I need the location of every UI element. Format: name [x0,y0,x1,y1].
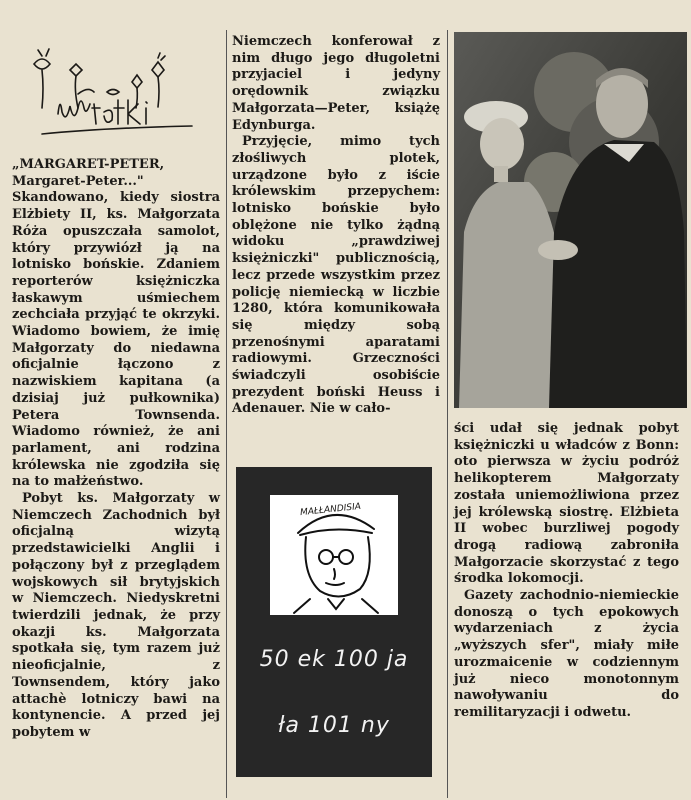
column2-paragraph: Przyjęcie, mimo tych złośliwych plotek, urządzone było z iście królewskim przepychem: lotnisko bońskie było oblężone nie tylko żądną widoku „prawdziwej księżniczki" publicznością, lecz przede wszystkim przez policję niemiecką w liczbie 1280, która komunikowała się między sobą przenośnymi aparatami radiowymi. Grzeczności świadczyli osobiście prezydent boński Heuss i Adenauer. Nie w cało- [232,134,440,417]
cartoon-caption-line1: 50 ek 100 ja [259,647,409,672]
hat-lettering: MAŁŁANDISIA [299,501,362,519]
column1-paragraph: „MARGARET-PETER, Margaret-Peter..." Skandowano, kiedy siostra Elżbiety II, ks. Małgorzata Róża opuszczała samolot, który przywiózł ją na lotnisko bońskie. Zdaniem reporterów księżniczka łaskawym uśmiechem zechciała przyjąć te okrzyki. Wiadomo bowiem, że imię Małgorzaty do niedawna oficjalnie łączono z nazwiskiem kapitana (a dzisiaj już pułkownika) Petera Townsenda. Wiadomo również, że ani parlament, ani rodzina królewska nie zgodziła się na to małżeństwo. [12,157,220,490]
column2-paragraph: Niemczech konferował z nim długo jego długoletni przyjaciel i jedyny orędownik związku Małgorzata—Peter, książę Edynburga. [232,34,440,133]
article-column-3 [454,421,679,722]
column1-paragraph: Pobyt ks. Małgorzaty w Niemczech Zachodnich był oficjalną wizytą przedstawicielki Anglii i połączony był z przeglądem wojskowych sił brytyjskich w Niemczech. Niedyskretni twierdzili jednak, że przy okazji ks. Małgorzata spotkała się, tym razem już nieoficjalnie, z Townsendem, który jako attachè lotniczy bawi na kontynencie. A przed jej pobytem w [12,491,220,740]
cartoon-box [236,467,432,777]
flowers-illustration [12,42,217,142]
column-title-kwiatki [12,42,217,142]
article-column-1 [12,157,220,742]
photo-image [454,32,687,408]
cartoon-figure [270,495,398,615]
column3-paragraph: Gazety zachodnio-niemieckie donoszą o tych epokowych wydarzeniach z życia „wyższych sfer", miały miłe urozmaicenie w codziennym już nieco monotonnym nawoływaniu do remilitaryzacji i odwetu. [454,588,679,720]
photo-princess-margaret [454,32,687,408]
column-divider [226,30,227,798]
article-column-2 [232,34,440,418]
cartoon-caption-line2: ła 101 ny [278,713,390,738]
column3-paragraph: ści udał się jednak pobyt księżniczki u władców z Bonn: oto pierwsza w życiu podróż helikopterem Małgorzaty została uniemożliwiona przez jej królewską siostrę. Elżbieta II wobec burzliwej pogody drogą radiową zabroniła Małgorzacie skorzystać z tego środka lokomocji. [454,421,679,587]
column-divider [447,30,448,798]
